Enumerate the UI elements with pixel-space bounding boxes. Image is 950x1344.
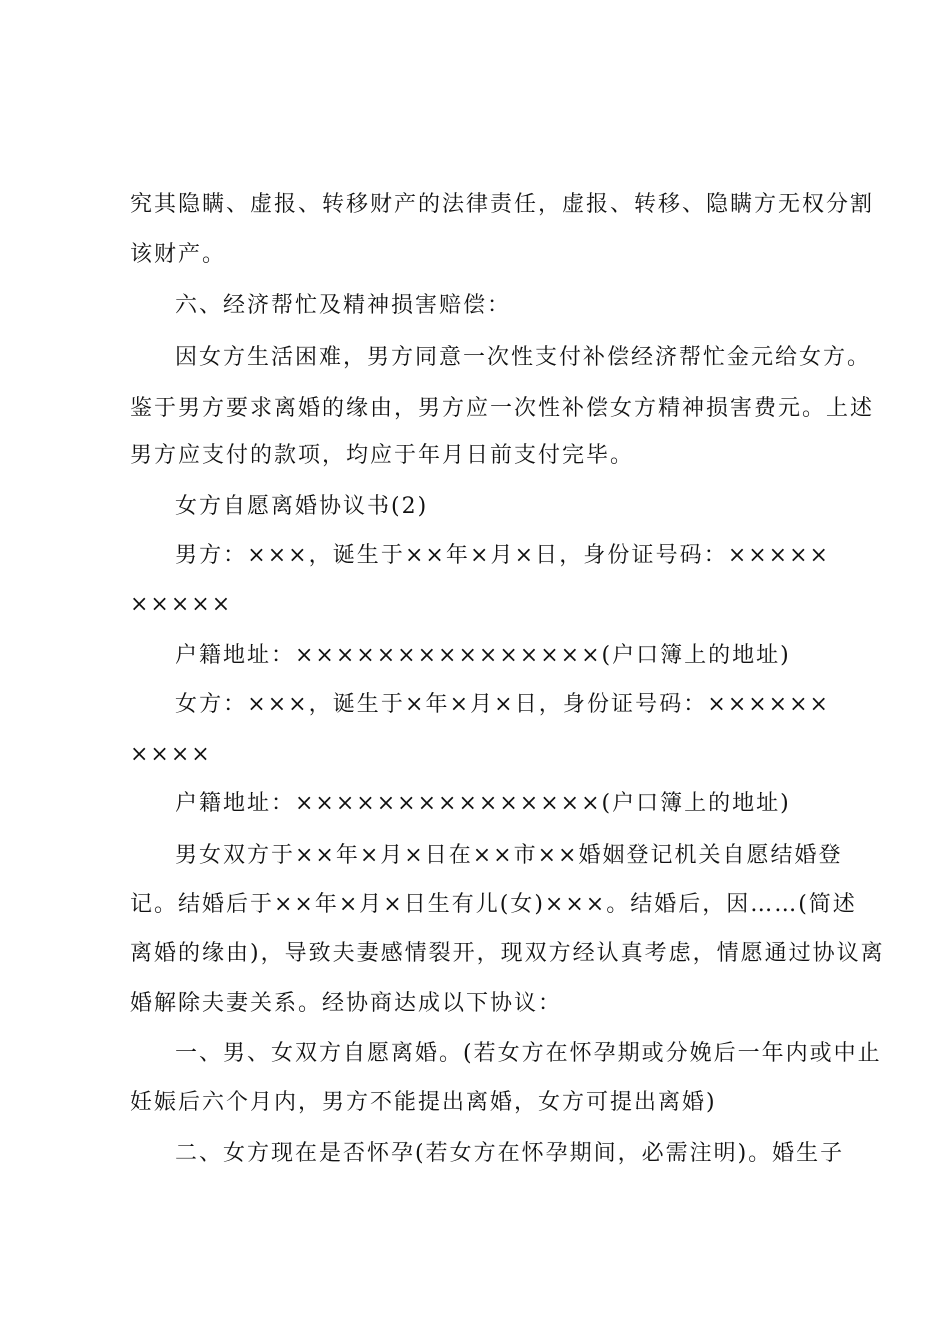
paragraph-line: 一、男、女双方自愿离婚。(若女方在怀孕期或分娩后一年内或中止 bbox=[175, 1041, 882, 1066]
paragraph-line: 记。结婚后于××年×月×日生有儿(女)×××。结婚后，因……(简述 bbox=[130, 892, 857, 917]
paragraph-line: 男方应支付的款项，均应于年月日前支付完毕。 bbox=[130, 443, 635, 468]
paragraph-line: 离婚的缘由)，导致夫妻感情裂开，现双方经认真考虑，情愿通过协议离 bbox=[130, 941, 885, 966]
paragraph-line: 妊娠后六个月内，男方不能提出离婚，女方可提出离婚) bbox=[130, 1090, 717, 1115]
paragraph-line: 鉴于男方要求离婚的缘由，男方应一次性补偿女方精神损害费元。上述 bbox=[130, 396, 875, 421]
paragraph-line: 户籍地址：×××××××××××××××(户口簿上的地址) bbox=[175, 643, 791, 668]
paragraph-line: 该财产。 bbox=[130, 242, 227, 267]
paragraph-line: 户籍地址：×××××××××××××××(户口簿上的地址) bbox=[175, 791, 791, 816]
paragraph-line: 二、女方现在是否怀孕(若女方在怀孕期间，必需注明)。婚生子 bbox=[175, 1141, 845, 1166]
paragraph-line: ××××× bbox=[130, 592, 233, 617]
section-heading: 六、经济帮忙及精神损害赔偿： bbox=[175, 293, 512, 318]
paragraph-line: 男方：×××，诞生于××年×月×日，身份证号码：××××× bbox=[175, 543, 830, 568]
paragraph-line: 婚解除夫妻关系。经协商达成以下协议： bbox=[130, 991, 563, 1016]
paragraph-line: 女方：×××，诞生于×年×月×日，身份证号码：×××××× bbox=[175, 692, 830, 717]
paragraph-line: 男女双方于××年×月×日在××市××婚姻登记机关自愿结婚登 bbox=[175, 843, 843, 868]
paragraph-line: 因女方生活困难，男方同意一次性支付补偿经济帮忙金元给女方。 bbox=[175, 345, 872, 370]
paragraph-line: ×××× bbox=[130, 742, 212, 767]
document-subtitle: 女方自愿离婚协议书(2) bbox=[175, 494, 429, 519]
paragraph-line: 究其隐瞒、虚报、转移财产的法律责任，虚报、转移、隐瞒方无权分割 bbox=[130, 192, 875, 217]
